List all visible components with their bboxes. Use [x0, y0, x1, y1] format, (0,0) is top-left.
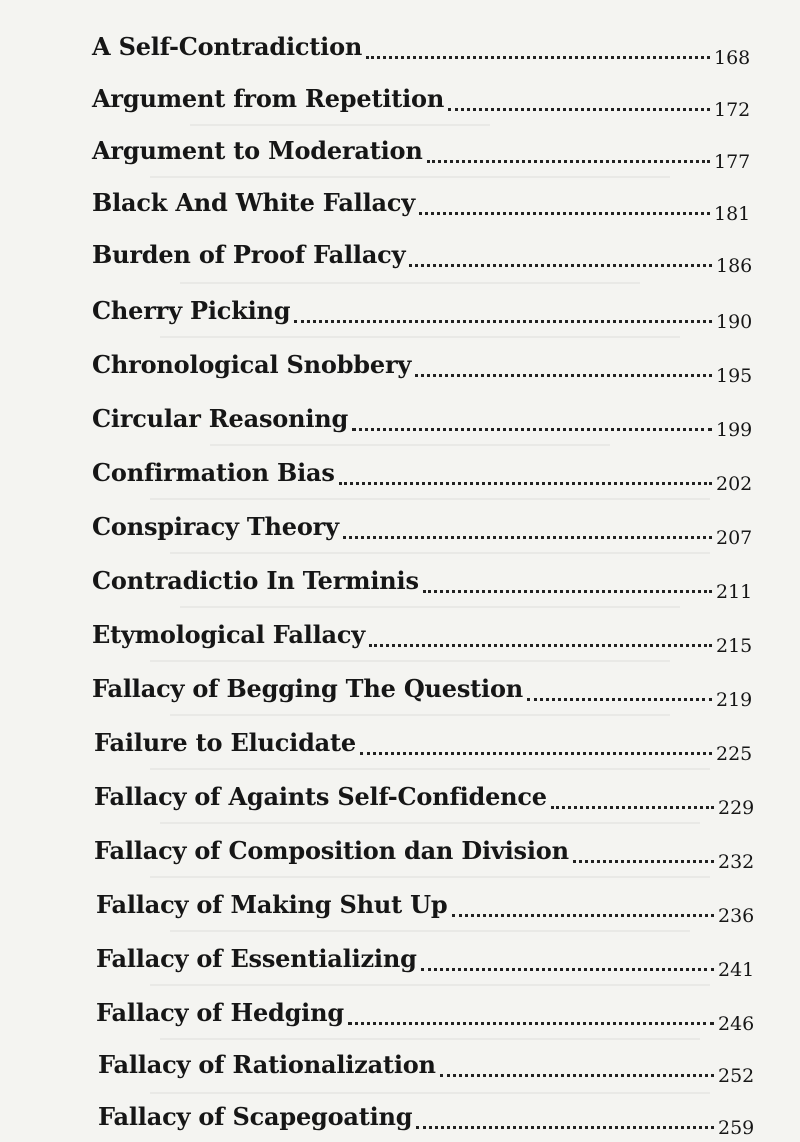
- toc-entry[interactable]: [92, 226, 758, 280]
- toc-entry-title: Cherry Picking: [92, 296, 291, 325]
- toc-entry-page-number: 259: [718, 1117, 755, 1139]
- toc-entry-page-number: 199: [716, 419, 753, 441]
- dot-leader: [440, 1036, 714, 1090]
- dot-leader: [427, 122, 710, 176]
- toc-entry-title: Confirmation Bias: [92, 458, 335, 487]
- toc-entry-page-number: 252: [718, 1065, 755, 1087]
- toc-entry-page-number: 202: [716, 473, 753, 495]
- toc-entry-title: Fallacy of Begging The Question: [92, 674, 524, 703]
- toc-entry[interactable]: [98, 1036, 760, 1090]
- toc-entry[interactable]: [92, 390, 758, 444]
- toc-entry-page-number: 232: [718, 851, 755, 873]
- dot-leader: [366, 18, 710, 72]
- toc-entry[interactable]: [92, 174, 756, 228]
- dot-leader: [415, 336, 712, 390]
- toc-entry-page-number: 229: [718, 797, 755, 819]
- toc-entry-page-number: 219: [716, 689, 753, 711]
- toc-entry[interactable]: [96, 984, 760, 1038]
- toc-entry-page-number: 236: [718, 905, 755, 927]
- toc-entry-title: Fallacy of Making Shut Up: [96, 890, 448, 919]
- dot-leader: [423, 552, 712, 606]
- toc-entry[interactable]: [94, 768, 760, 822]
- toc-entry-page-number: 190: [716, 311, 753, 333]
- toc-entry[interactable]: [92, 282, 758, 336]
- dot-leader: [416, 1088, 714, 1142]
- toc-entry[interactable]: [92, 70, 756, 124]
- toc-entry[interactable]: [92, 606, 758, 660]
- toc-entry-title: Conspiracy Theory: [92, 512, 339, 541]
- toc-entry-title: Burden of Proof Fallacy: [92, 240, 406, 269]
- toc-entry-title: Fallacy of Scapegoating: [98, 1102, 413, 1131]
- dot-leader: [348, 984, 714, 1038]
- toc-entry-page-number: 215: [716, 635, 753, 657]
- toc-entry[interactable]: [94, 714, 758, 768]
- toc-entry[interactable]: [92, 498, 758, 552]
- toc-entry-title: Black And White Fallacy: [92, 188, 416, 217]
- toc-entry-page-number: 241: [718, 959, 755, 981]
- toc-entry-page-number: 168: [714, 47, 751, 69]
- dot-leader: [294, 282, 712, 336]
- toc-entry-page-number: 211: [716, 581, 753, 603]
- toc-entry-page-number: 186: [716, 255, 753, 277]
- toc-entry[interactable]: [92, 122, 756, 176]
- toc-entry-title: Fallacy of Composition dan Division: [94, 836, 569, 865]
- toc-entry-title: Contradictio In Terminis: [92, 566, 419, 595]
- dot-leader: [360, 714, 712, 768]
- toc-entry[interactable]: [92, 552, 758, 606]
- toc-entry-title: Argument from Repetition: [92, 84, 445, 113]
- toc-entry-title: Fallacy of Essentializing: [96, 944, 417, 973]
- toc-entry[interactable]: [94, 822, 760, 876]
- toc-entry-title: A Self-Contradiction: [92, 32, 363, 61]
- dot-leader: [551, 768, 714, 822]
- toc-entry-page-number: 172: [714, 99, 751, 121]
- toc-entry-title: Fallacy of Againts Self-Confidence: [94, 782, 547, 811]
- dot-leader: [419, 174, 710, 228]
- toc-entry-title: Fallacy of Rationalization: [98, 1050, 436, 1079]
- toc-entry-page-number: 225: [716, 743, 753, 765]
- toc-entry-page-number: 246: [718, 1013, 755, 1035]
- toc-entry-page-number: 195: [716, 365, 753, 387]
- dot-leader: [448, 70, 710, 124]
- toc-entry[interactable]: [96, 876, 760, 930]
- toc-entry-title: Circular Reasoning: [92, 404, 349, 433]
- toc-entry[interactable]: [92, 444, 758, 498]
- toc-entry[interactable]: [92, 18, 756, 72]
- dot-leader: [452, 876, 715, 930]
- dot-leader: [369, 606, 712, 660]
- toc-entry[interactable]: [92, 660, 758, 714]
- dot-leader: [421, 930, 714, 984]
- dot-leader: [352, 390, 712, 444]
- dot-leader: [409, 226, 712, 280]
- dot-leader: [527, 660, 712, 714]
- toc-entry-title: Argument to Moderation: [92, 136, 423, 165]
- toc-entry[interactable]: [96, 930, 760, 984]
- toc-entry-page-number: 177: [714, 151, 751, 173]
- toc-entry-title: Failure to Elucidate: [94, 728, 356, 757]
- toc-entry-page-number: 207: [716, 527, 753, 549]
- toc-entry-page-number: 181: [714, 203, 751, 225]
- toc-entry[interactable]: [98, 1088, 760, 1142]
- dot-leader: [339, 444, 712, 498]
- dot-leader: [573, 822, 714, 876]
- toc-entry-title: Fallacy of Hedging: [96, 998, 344, 1027]
- toc-entry[interactable]: [92, 336, 758, 390]
- dot-leader: [343, 498, 712, 552]
- toc-entry-title: Etymological Fallacy: [92, 620, 366, 649]
- toc-entry-title: Chronological Snobbery: [92, 350, 412, 379]
